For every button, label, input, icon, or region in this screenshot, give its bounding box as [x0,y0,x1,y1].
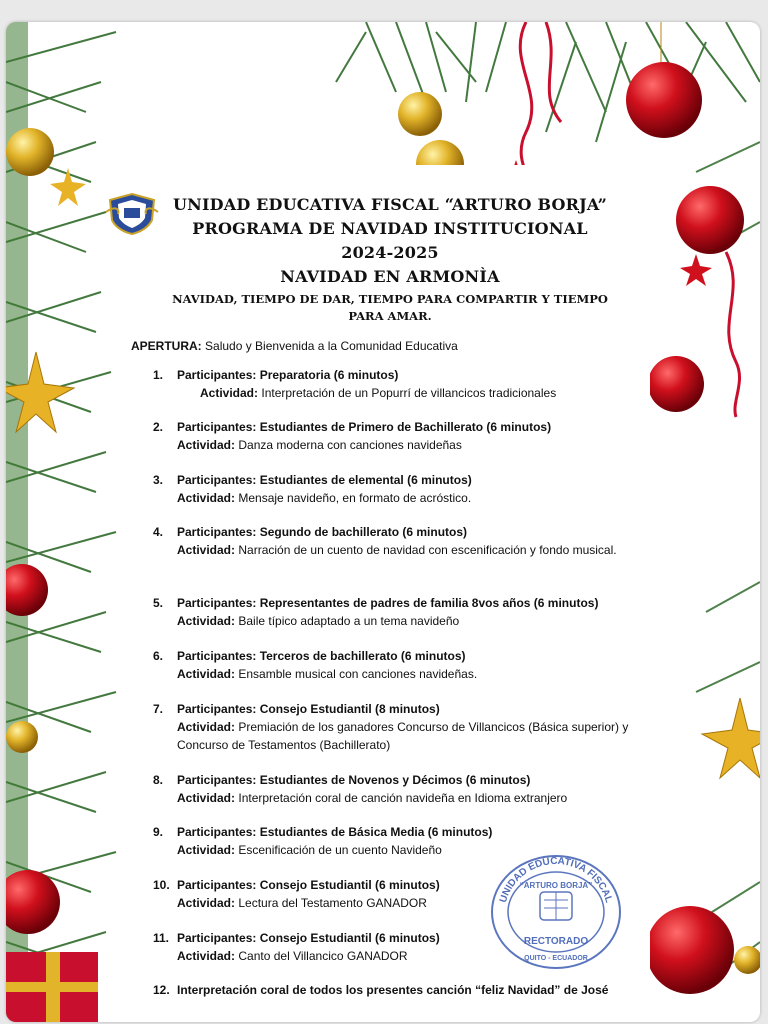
program-item [131,471,631,507]
item-body [177,523,631,559]
item-number: 4. [153,525,164,539]
program-item [131,594,631,630]
item-number: 12. [153,983,170,997]
item-participants: Participantes: Consejo Estudiantil (6 minutos) [177,931,440,945]
stamp-location-text: QUITO - ECUADOR [524,955,588,962]
item-participants: Participantes: Preparatoria (6 minutos) [177,368,399,382]
item-number: 10. [153,878,170,892]
activity-label: Actividad: [177,543,236,557]
item-number: 3. [153,473,164,487]
program-item [131,366,631,402]
apertura-text: Saludo y Bienvenida a la Comunidad Educativa [205,339,458,353]
program-title: PROGRAMA DE NAVIDAD INSTITUCIONAL [192,219,588,238]
item-participants: Participantes: Representantes de padres de familia 8vos años (6 minutos) [177,596,599,610]
item-activity [177,665,631,683]
item-body [177,700,631,754]
item-body [177,418,631,454]
item-participants: Participantes: Segundo de bachillerato (6 minutos) [177,525,468,539]
activity-text: Narración de un cuento de navidad con escenificación y fondo musical. [238,543,617,557]
activity-label: Actividad: [177,843,236,857]
activity-text: Ensamble musical con canciones navideñas. [238,667,478,681]
item-number: 1. [153,368,164,382]
item-number: 11. [153,931,170,945]
item-number: 5. [153,596,164,610]
activity-text: Danza moderna con canciones navideñas [238,438,462,452]
apertura-label: APERTURA: [131,339,202,353]
item-body [177,771,631,807]
program-item [131,647,631,683]
apertura-line [131,339,641,353]
stamp-top-text: UNIDAD EDUCATIVA FISCAL [497,855,615,905]
item-body [177,471,631,507]
activity-label: Actividad: [177,720,236,734]
item-participants: Participantes: Estudiantes de Básica Media (6 minutos) [177,825,493,839]
program-item [131,418,631,454]
program-item [131,771,631,807]
item-participants: Participantes: Estudiantes de Primero de Bachillerato (6 minutos) [177,420,552,434]
program-item [131,981,631,999]
item-activity [177,541,631,559]
item-body [177,366,631,402]
program-year: 2024-2025 [341,243,439,262]
item-participants: Participantes: Consejo Estudiantil (8 minutos) [177,702,440,716]
item-activity [177,489,631,507]
activity-label: Actividad: [177,896,236,910]
activity-text: Escenificación de un cuento Navideño [238,843,442,857]
item-activity [177,789,631,807]
stamp-school-text: “ARTURO BORJA” [519,881,593,890]
item-number: 2. [153,420,164,434]
gift-box [6,952,98,1022]
activity-text: Lectura del Testamento GANADOR [238,896,427,910]
rectorado-stamp [488,852,624,970]
item-activity [177,436,631,454]
activity-text: Interpretación coral de canción navideña en Idioma extranjero [238,791,568,805]
item-participants: Participantes: Estudiantes de Novenos y Décimos (6 minutos) [177,773,531,787]
activity-label: Actividad: [177,667,236,681]
activity-text: Mensaje navideño, en formato de acróstico. [238,491,472,505]
item-activity [177,718,631,754]
program-subtitle: NAVIDAD, TIEMPO DE DAR, TIEMPO PARA COMPARTIR Y TIEMPO PARA AMAR. [172,292,608,323]
activity-label: Actividad: [177,949,236,963]
program-theme: NAVIDAD EN ARMONÌA [280,267,500,286]
program-item [131,700,631,754]
activity-text: Premiación de los ganadores Concurso de Villancicos (Básica superior) y Concurso de Testamentos (Bachillerato) [177,720,629,752]
item-activity [177,612,631,630]
school-name: UNIDAD EDUCATIVA FISCAL “ARTURO BORJA” [172,195,608,214]
activity-text: Canto del Villancico GANADOR [238,949,408,963]
program-header [150,193,630,325]
activity-label: Actividad: [177,438,236,452]
activity-text: Baile típico adaptado a un tema navideño [238,614,460,628]
program-item [131,523,631,559]
item-participants: Interpretación coral de todos los presentes canción “feliz Navidad” de José [177,983,609,997]
item-number: 8. [153,773,164,787]
activity-text: Interpretación de un Popurrí de villancicos tradicionales [261,386,557,400]
item-participants: Participantes: Terceros de bachillerato (6 minutos) [177,649,466,663]
item-number: 7. [153,702,164,716]
activity-label: Actividad: [177,491,236,505]
item-participants: Participantes: Estudiantes de elemental (6 minutos) [177,473,472,487]
item-participants: Participantes: Consejo Estudiantil (6 minutos) [177,878,440,892]
item-activity [177,384,631,402]
item-number: 9. [153,825,164,839]
activity-label: Actividad: [177,614,236,628]
item-number: 6. [153,649,164,663]
stamp-office-text: RECTORADO [523,936,589,947]
item-body [177,594,631,630]
item-body [177,647,631,683]
activity-label: Actividad: [177,791,236,805]
activity-label: Actividad: [200,386,259,400]
item-body [177,981,631,999]
